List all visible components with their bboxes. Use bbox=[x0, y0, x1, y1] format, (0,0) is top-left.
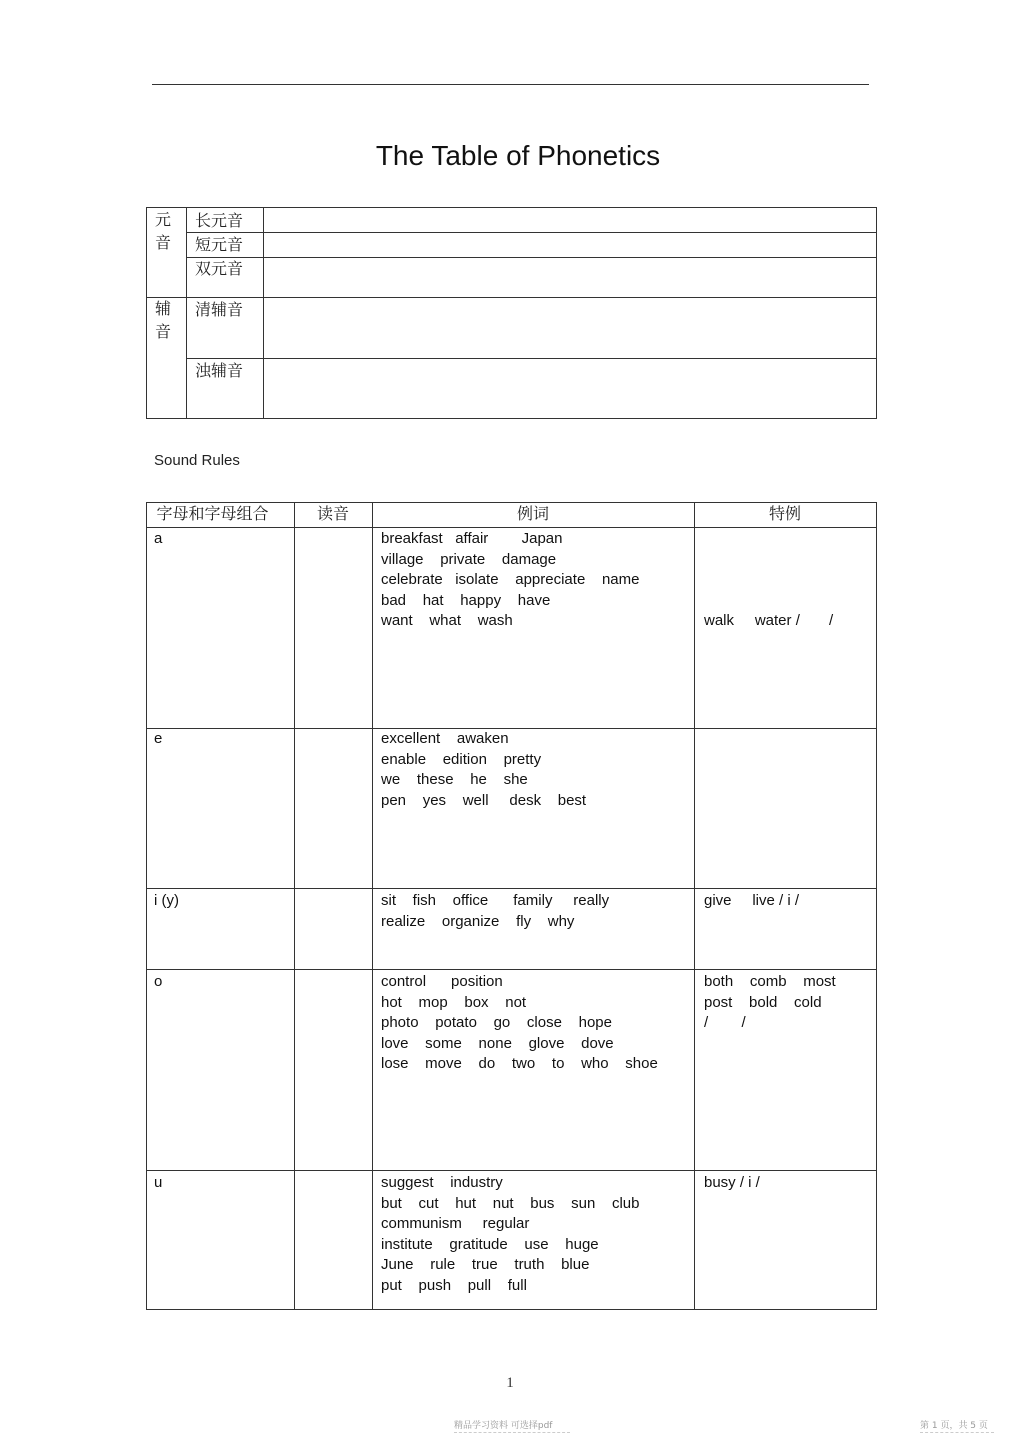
row-divider bbox=[147, 1170, 876, 1171]
header-rule bbox=[152, 84, 869, 85]
short-vowel-label: 短元音 bbox=[195, 235, 244, 254]
letter-cell: u bbox=[154, 1174, 163, 1191]
row-divider bbox=[186, 232, 876, 233]
column-divider bbox=[263, 208, 264, 418]
exceptions-cell: walk water / / bbox=[704, 612, 834, 630]
footer-right-text: 第 1 页，共 5 页 bbox=[920, 1421, 988, 1431]
row-divider bbox=[147, 888, 876, 889]
examples-cell: control position hot mop box not photo potato go close hope love some none glove dove lose move do two to who shoe bbox=[381, 973, 658, 1073]
row-divider bbox=[186, 257, 876, 258]
column-divider bbox=[694, 503, 695, 1309]
header-pronunciation: 读音 bbox=[316, 504, 349, 523]
examples-cell: excellent awaken enable edition pretty we these he she pen yes well desk best bbox=[381, 730, 587, 809]
row-divider bbox=[186, 358, 876, 359]
phonetics-table bbox=[146, 207, 877, 419]
letter-cell: e bbox=[154, 730, 163, 747]
row-divider bbox=[147, 297, 876, 298]
header-examples: 例词 bbox=[516, 504, 549, 523]
header-exceptions: 特例 bbox=[768, 504, 801, 523]
row-divider bbox=[147, 969, 876, 970]
header-letter: 字母和字母组合 bbox=[156, 504, 269, 523]
sound-rules-table bbox=[146, 502, 877, 1310]
examples-cell: suggest industry but cut hut nut bus sun club communism regular institute gratitude use huge June rule true truth blue put push pull full bbox=[381, 1174, 640, 1294]
column-divider bbox=[186, 208, 187, 418]
voiced-consonant-label: 浊辅音 bbox=[195, 361, 244, 380]
consonant-group-label: 辅 音 bbox=[155, 299, 172, 341]
column-divider bbox=[372, 503, 373, 1309]
footer-dotted-line bbox=[920, 1432, 994, 1433]
footer-left-text: 精品学习资料 可选择pdf bbox=[454, 1421, 553, 1431]
exceptions-cell: give live / i / bbox=[704, 892, 800, 909]
column-divider bbox=[294, 503, 295, 1309]
footer-dotted-line bbox=[454, 1432, 570, 1433]
examples-cell: breakfast affair Japan village private damage celebrate isolate appreciate name bad hat happy have want what wash bbox=[381, 530, 640, 630]
letter-cell: i (y) bbox=[154, 892, 179, 909]
long-vowel-label: 长元音 bbox=[195, 211, 244, 230]
page-number: 1 bbox=[506, 1375, 514, 1391]
exceptions-cell: both comb most post bold cold / / bbox=[704, 973, 836, 1032]
letter-cell: a bbox=[154, 530, 163, 547]
exceptions-cell: busy / i / bbox=[704, 1174, 760, 1191]
vowel-group-label: 元 音 bbox=[155, 210, 172, 252]
diphthong-label: 双元音 bbox=[195, 259, 244, 278]
section-label: Sound Rules bbox=[154, 452, 240, 469]
examples-cell: sit fish office family really realize organize fly why bbox=[381, 892, 610, 930]
letter-cell: o bbox=[154, 973, 163, 990]
page-title: The Table of Phonetics bbox=[375, 140, 661, 171]
row-divider bbox=[147, 527, 876, 528]
voiceless-consonant-label: 清辅音 bbox=[195, 300, 244, 319]
